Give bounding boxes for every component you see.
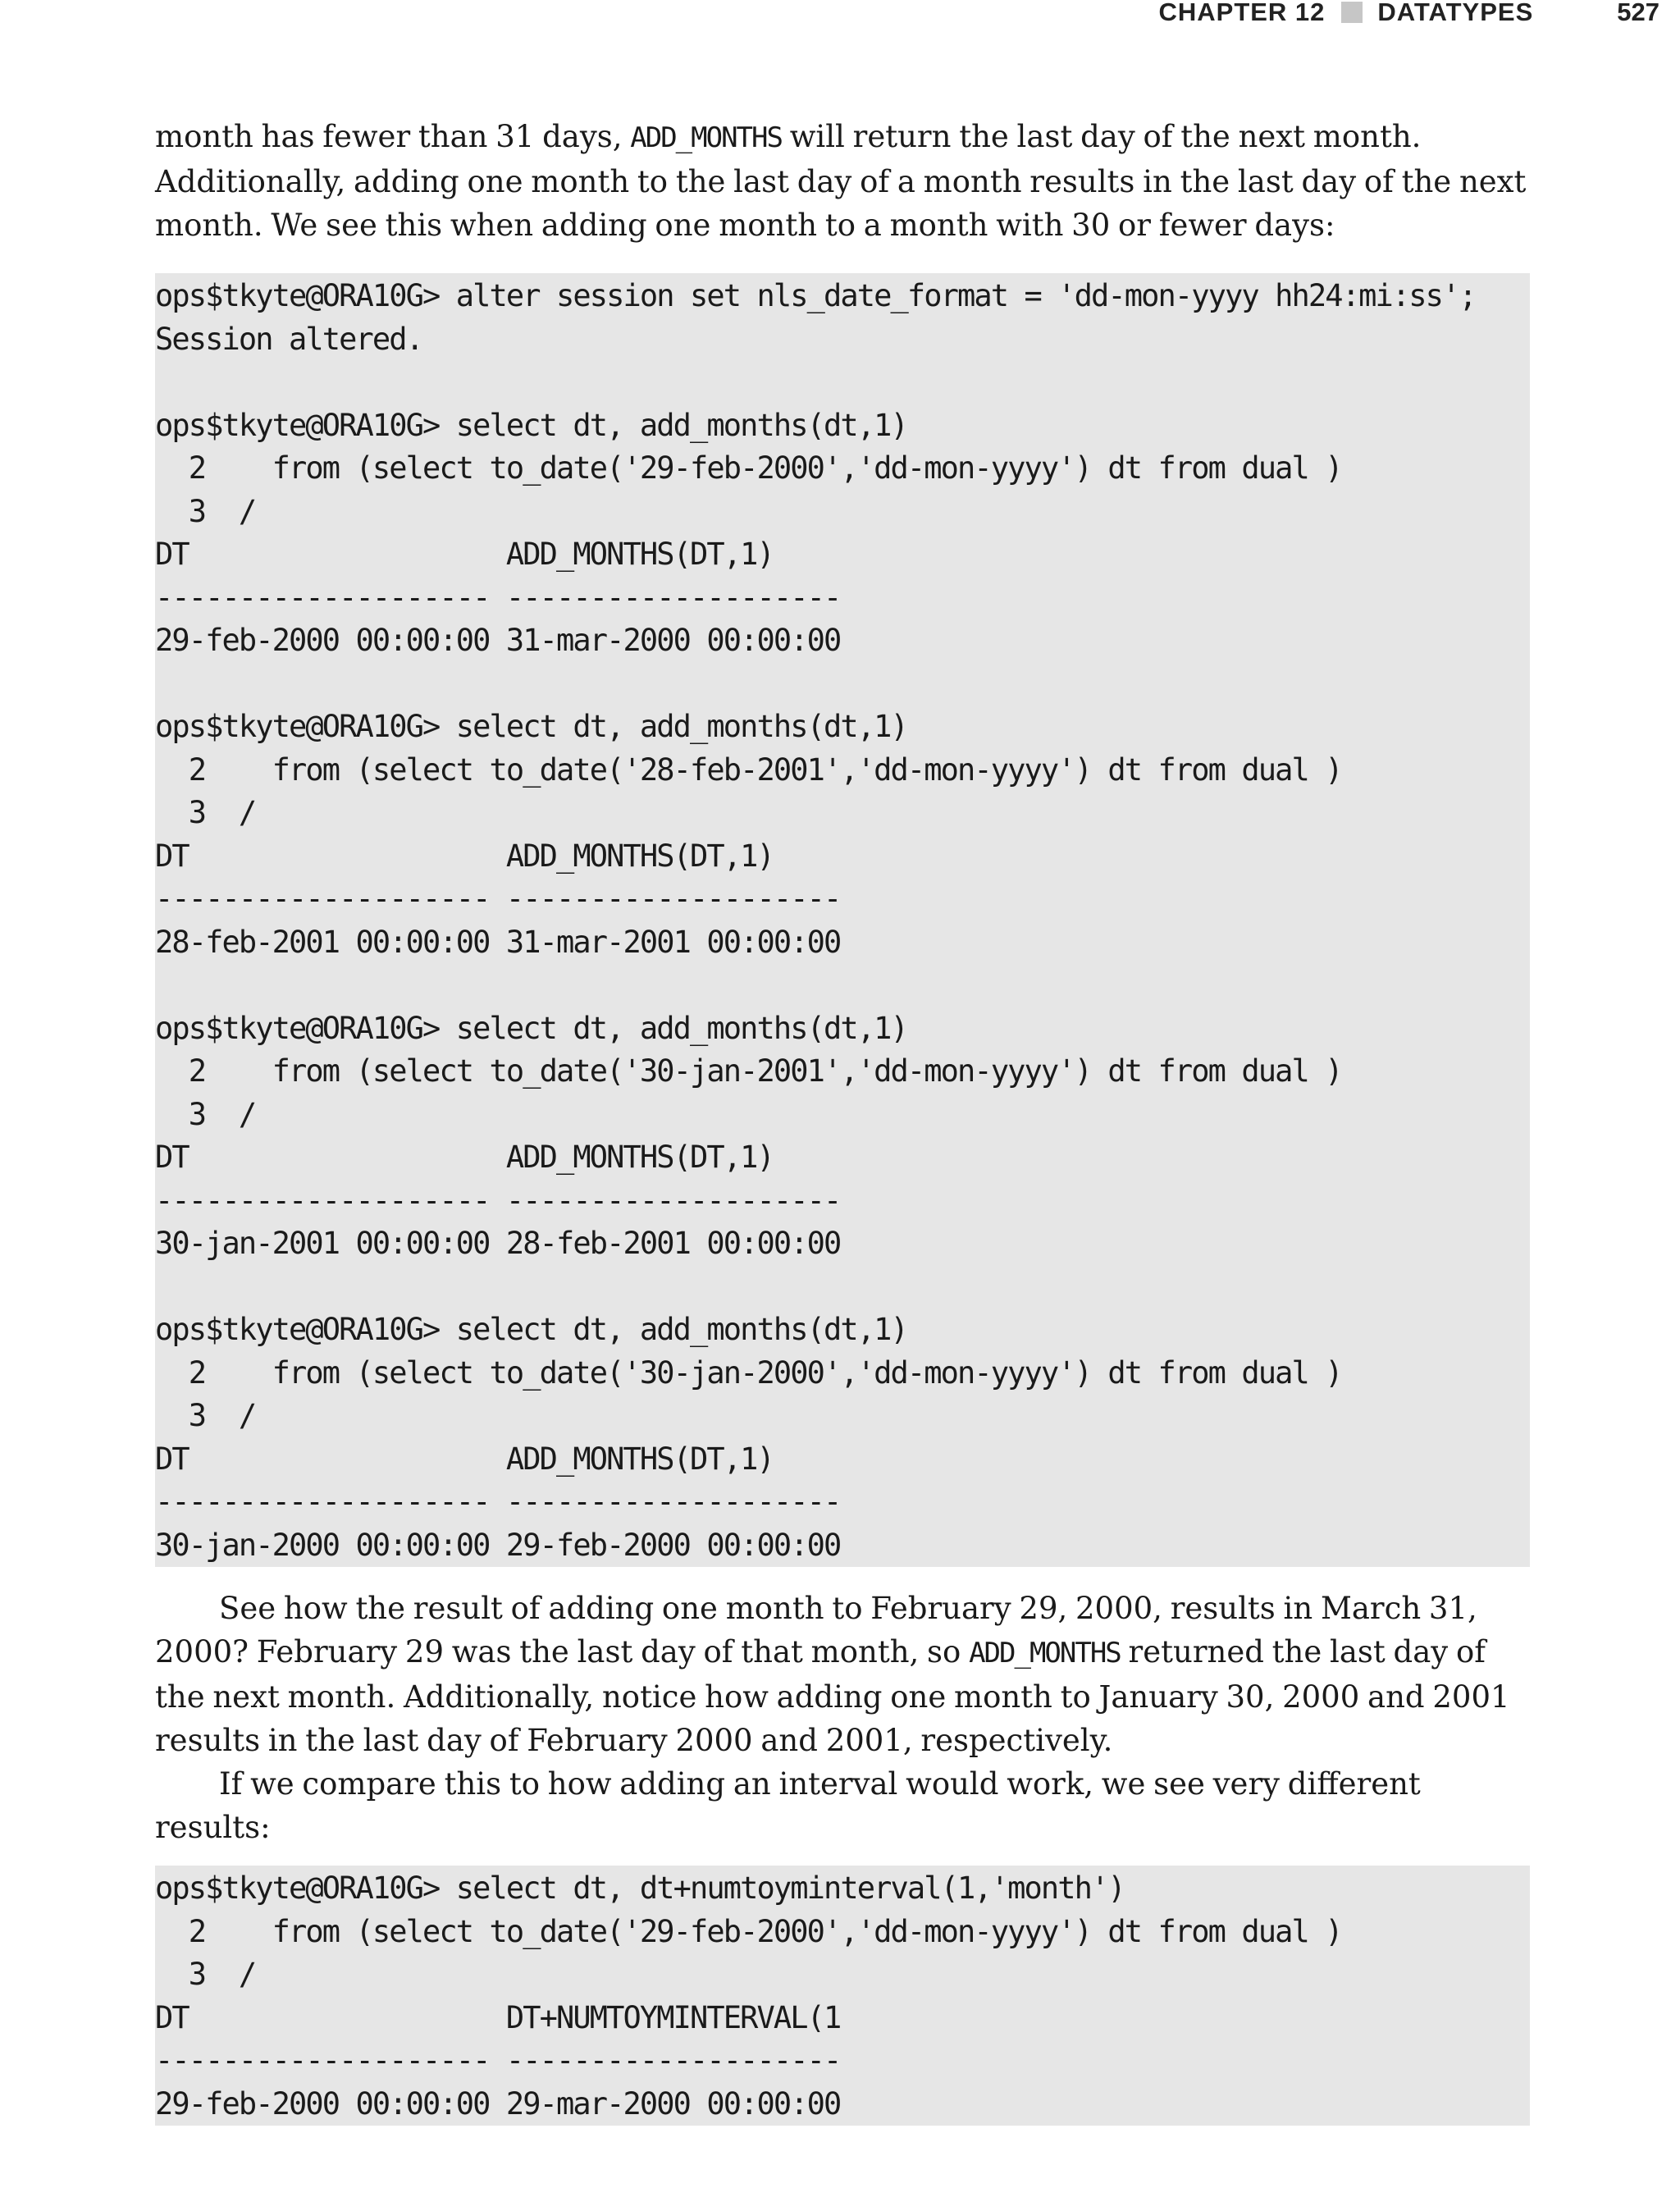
page-number: 527 xyxy=(1617,0,1659,26)
section-label: DATATYPES xyxy=(1377,0,1534,26)
paragraph-explanation xyxy=(155,1587,1530,1762)
spacer xyxy=(155,247,1530,273)
inline-code: ADD_MONTHS xyxy=(969,1637,1121,1669)
running-header xyxy=(1158,0,1659,26)
paragraph-text: See how the result of adding one month to February 29, 2000, results in March 31, 2000? February 29 was the last day of that month, so xyxy=(155,1591,1477,1669)
spacer xyxy=(155,1849,1530,1866)
paragraph-text: will return the last day of the next month. Additionally, adding one month to the last day of a month results in the last day of the next month. We see this when adding one month to a month with 30 or fewer days: xyxy=(155,119,1527,243)
paragraph-comparison: If we compare this to how adding an interval would work, we see very different results: xyxy=(155,1766,1421,1845)
paragraph-intro xyxy=(155,115,1530,247)
paragraph-text: returned the last day of the next month. Additionally, notice how adding one month to January 30, 2000 and 2001 results in the last day of February 2000 and 2001, respectively. xyxy=(155,1634,1510,1758)
chapter-label: CHAPTER 12 xyxy=(1158,0,1326,26)
spacer xyxy=(155,1567,1530,1587)
inline-code: ADD_MONTHS xyxy=(630,121,782,154)
page-body xyxy=(155,115,1530,2126)
code-listing-interval: ops$tkyte@ORA10G> select dt, dt+numtoyminterval(1,'month') 2 from (select to_date('29-feb-2000','dd-mon-yyyy') dt from dual ) 3 / DT DT+NUMTOYMINTERVAL(1 -------------------- -------------------- 29-feb-2000 00:00:00 29-mar-2000 00:00:00 xyxy=(155,1866,1530,2126)
code-listing-add-months: ops$tkyte@ORA10G> alter session set nls_date_format = 'dd-mon-yyyy hh24:mi:ss'; Session altered. ops$tkyte@ORA10G> select dt, add_months(dt,1) 2 from (select to_date('29-feb-2000','dd-mon-yyyy') dt from dual ) 3 / DT ADD_MONTHS(DT,1) -------------------- -------------------- 29-feb-2000 00:00:00 31-mar-2000 00:00:00 ops$tkyte@ORA10G> select dt, add_months(dt,1) 2 from (select to_date('28-feb-2001','dd-mon-yyyy') dt from dual ) 3 / DT ADD_MONTHS(DT,1) -------------------- -------------------- 28-feb-2001 00:00:00 31-mar-2001 00:00:00 ops$tkyte@ORA10G> select dt, add_months(dt,1) 2 from (select to_date('30-jan-2001','dd-mon-yyyy') dt from dual ) 3 / DT ADD_MONTHS(DT,1) -------------------- -------------------- 30-jan-2001 00:00:00 28-feb-2001 00:00:00 ops$tkyte@ORA10G> select dt, add_months(dt,1) 2 from (select to_date('30-jan-2000','dd-mon-yyyy') dt from dual ) 3 / DT ADD_MONTHS(DT,1) -------------------- -------------------- 30-jan-2000 00:00:00 29-feb-2000 00:00:00 xyxy=(155,273,1530,1567)
header-separator-square xyxy=(1341,2,1363,23)
paragraph-text: month has fewer than 31 days, xyxy=(155,119,631,154)
